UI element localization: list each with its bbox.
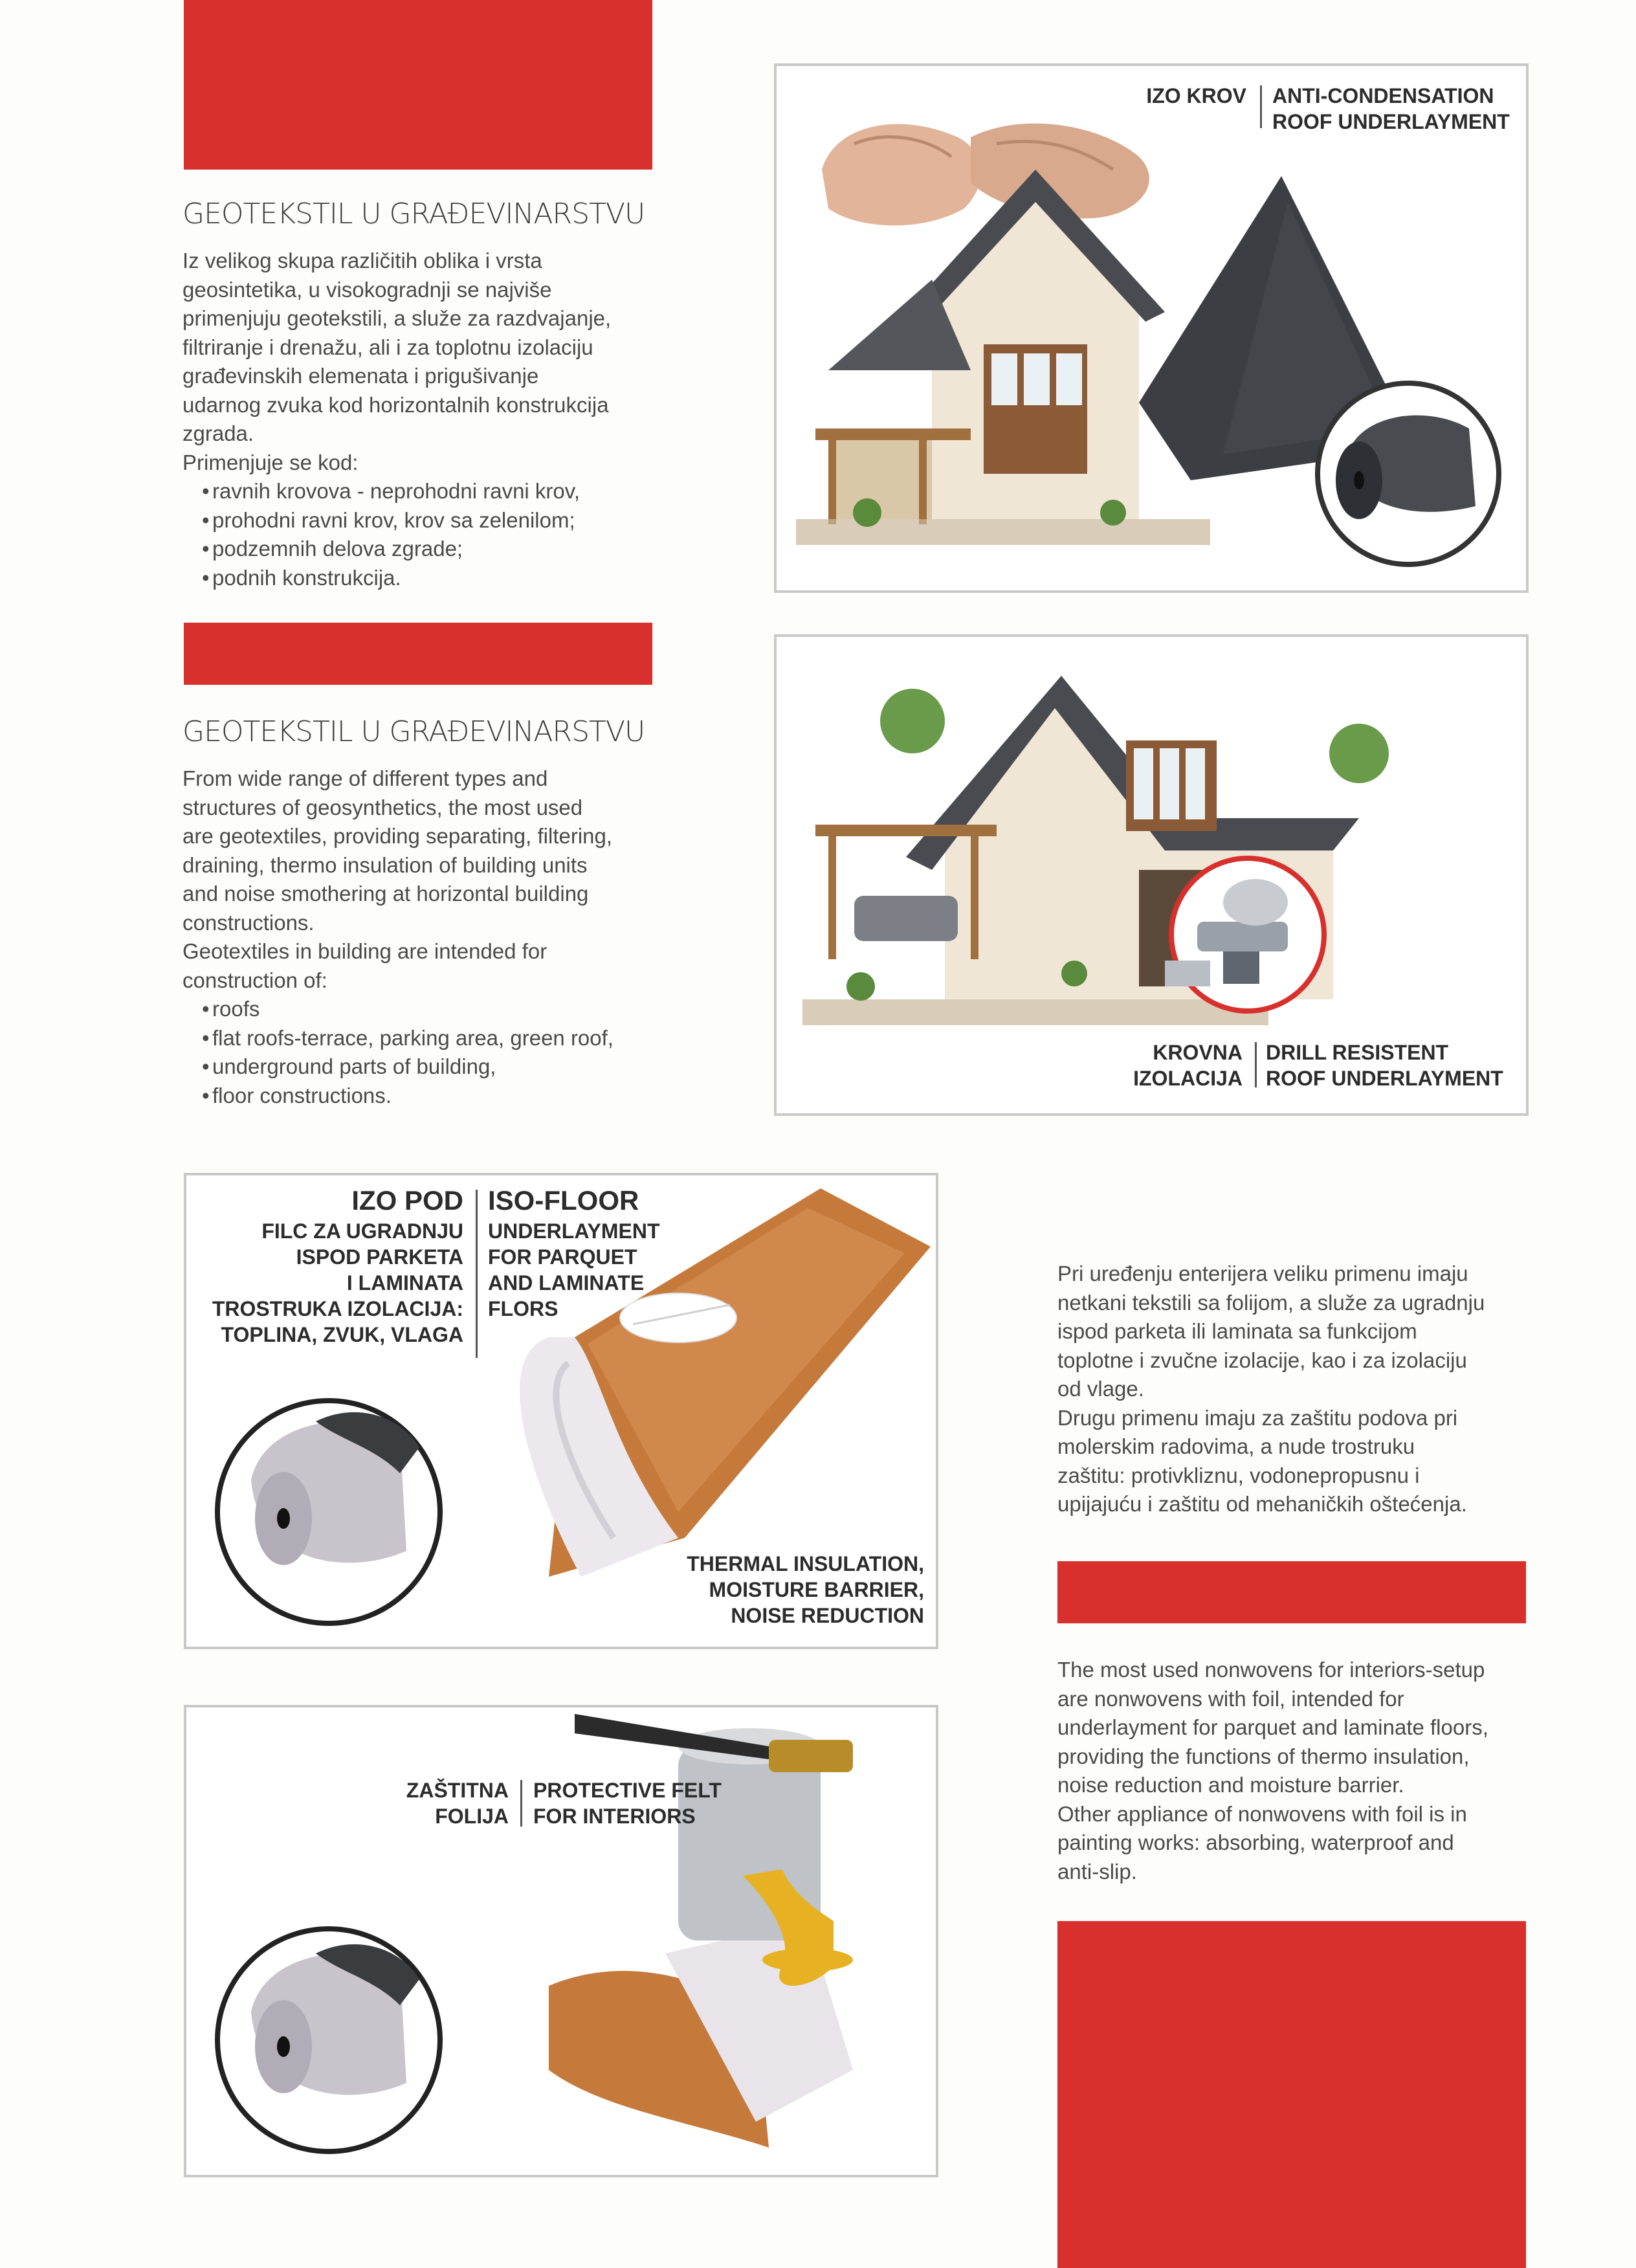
label-line: ROOF UNDERLAYMENT xyxy=(1272,110,1510,133)
label-line: ANTI-CONDENSATION xyxy=(1272,84,1494,107)
text-line: and noise smothering at horizontal building xyxy=(182,882,589,906)
text-line: udarnog zvuka kod horizontalnih konstrukcija xyxy=(182,392,609,417)
text-line: filtriranje i drenažu, ali i za toplotnu izolaciju xyxy=(182,335,593,359)
label-line: ISPOD PARKETA xyxy=(296,1245,463,1269)
label-line: NOISE REDUCTION xyxy=(731,1604,924,1627)
text-line: structures of geosynthetics, the most used xyxy=(182,795,583,819)
protective-felt-panel xyxy=(184,1705,938,2177)
list-item: • underground parts of building, xyxy=(212,1052,674,1082)
label-line: FILC ZA UGRADNJU xyxy=(261,1219,463,1243)
protect-label-left xyxy=(406,1777,509,1829)
label-line: THERMAL INSULATION, xyxy=(687,1552,924,1575)
label-line: PROTECTIVE FELT xyxy=(533,1779,722,1802)
label-line: MOISTURE BARRIER, xyxy=(709,1578,924,1601)
text-line: netkani tekstili sa folijom, a služe za ugradnju xyxy=(1057,1290,1485,1315)
text-line: upijajuću i zaštitu od mehaničkih oštećenja. xyxy=(1057,1492,1467,1516)
label-line: I LAMINATA xyxy=(346,1271,463,1295)
felt-roll-icon xyxy=(217,1401,440,1623)
text-line: Other appliance of nonwovens with foil is in xyxy=(1057,1801,1467,1826)
text-line: geosintetika, u visokogradnji se najviše xyxy=(182,277,552,302)
text-line: anti-slip. xyxy=(1057,1859,1137,1884)
protect-label-right xyxy=(533,1777,722,1829)
label-divider xyxy=(520,1780,522,1827)
label-line: FOLIJA xyxy=(435,1805,509,1828)
label-line: FLORS xyxy=(488,1297,558,1320)
text-line: Drugu primenu imaju za zaštitu podova pri xyxy=(1057,1405,1458,1430)
text-line: primenjuju geotekstili, a služe za razdvajanje, xyxy=(182,306,612,330)
floor-text-left xyxy=(212,1218,463,1348)
text-line: toplotne i zvučne izolacije, kao i za izolaciju xyxy=(1057,1348,1467,1372)
floor-benefits xyxy=(687,1551,924,1629)
text-line: od vlage. xyxy=(1057,1377,1144,1401)
interior-text-english xyxy=(1057,1656,1549,1886)
list-item: • flat roofs-terrace, parking area, green roof, xyxy=(212,1024,674,1053)
text-line: constructions. xyxy=(182,910,315,935)
label-line: AND LAMINATE xyxy=(488,1271,645,1295)
label-divider xyxy=(1260,85,1262,128)
label-line: FOR INTERIORS xyxy=(533,1805,696,1828)
text-line: providing the functions of thermo insulation, xyxy=(1057,1744,1470,1768)
text-line: Pri uređenju enterijera veliku primenu imaju xyxy=(1057,1262,1468,1285)
red-block-mid-left xyxy=(184,623,652,685)
drill-label-right xyxy=(1266,1040,1503,1091)
section-text-serbian xyxy=(182,247,674,592)
text-line: are nonwovens with foil, intended for xyxy=(1057,1686,1404,1711)
list-item: • prohodni ravni krov, krov sa zelenilom; xyxy=(212,506,674,535)
label-line: KROVNA xyxy=(1153,1041,1243,1064)
list-item: • floor constructions. xyxy=(212,1082,674,1111)
floor-title-right: ISO-FLOOR xyxy=(488,1185,639,1216)
list-item: • podnih konstrukcija. xyxy=(212,564,674,593)
interior-text-serbian xyxy=(1057,1260,1549,1519)
text-line: From wide range of different types and xyxy=(182,766,548,790)
label-divider xyxy=(1255,1042,1257,1087)
drill-resistent-panel xyxy=(774,634,1529,1116)
text-line: underlayment for parquet and laminate floors, xyxy=(1057,1715,1488,1739)
text-line: draining, thermo insulation of building units xyxy=(182,852,588,877)
red-block-top-left xyxy=(184,0,652,170)
text-line: The most used nonwovens for interiors-setup xyxy=(1057,1658,1485,1682)
felt-roll-icon xyxy=(1318,383,1499,564)
label-line: ROOF UNDERLAYMENT xyxy=(1266,1067,1503,1090)
floor-text-right xyxy=(488,1218,660,1322)
section-heading-english: GEOTEKSTIL U GRAĐEVINARSTVU xyxy=(182,715,645,748)
section-text-english xyxy=(182,764,674,1110)
section-heading-serbian: GEOTEKSTIL U GRAĐEVINARSTVU xyxy=(182,197,645,230)
text-line: noise reduction and moisture barrier. xyxy=(1057,1773,1404,1797)
list-item: • roofs xyxy=(212,995,674,1024)
drill-label-left xyxy=(1133,1040,1243,1091)
label-line: FOR PARQUET xyxy=(488,1245,637,1269)
label-line: TOPLINA, ZVUK, VLAGA xyxy=(221,1323,463,1346)
floor-title-left: IZO POD xyxy=(351,1185,463,1216)
list-item: • ravnih krovova - neprohodni ravni krov, xyxy=(212,477,674,506)
list-item: • podzemnih delova zgrade; xyxy=(212,535,674,564)
roof-label-left: IZO KROV xyxy=(1146,84,1246,107)
label-line: UNDERLAYMENT xyxy=(488,1219,660,1243)
hands-icon xyxy=(822,124,1149,226)
text-line: Primenjuje se kod: xyxy=(182,450,359,474)
iso-floor-panel xyxy=(184,1173,938,1649)
red-block-mid-right xyxy=(1057,1561,1526,1623)
text-line: zgrada. xyxy=(182,421,254,445)
label-divider xyxy=(476,1190,478,1358)
text-line: Geotextiles in building are intended for xyxy=(182,939,547,963)
label-line: IZOLACIJA xyxy=(1133,1067,1243,1090)
text-line: molerskim radovima, a nude trostruku xyxy=(1057,1434,1415,1458)
house-icon xyxy=(796,170,1210,545)
text-line: construction of: xyxy=(182,968,327,992)
text-line: Iz velikog skupa različitih oblika i vrsta xyxy=(182,249,542,272)
bullet-list xyxy=(182,477,674,592)
roof-underlayment-panel xyxy=(774,63,1529,593)
text-line: are geotextiles, providing separating, filtering, xyxy=(182,824,613,848)
text-line: painting works: absorbing, waterproof and xyxy=(1057,1830,1454,1854)
red-block-bottom-right xyxy=(1057,1921,1526,2268)
label-line: ZAŠTITNA xyxy=(406,1779,509,1802)
roof-underlayment-illustration xyxy=(777,66,1526,590)
felt-roll-icon xyxy=(217,1929,440,2151)
bullet-list xyxy=(182,995,674,1110)
text-line: ispod parketa ili laminata sa funkcijom xyxy=(1057,1319,1417,1343)
label-line: TROSTRUKA IZOLACIJA: xyxy=(212,1297,463,1320)
roof-label-right xyxy=(1272,83,1510,135)
label-line: DRILL RESISTENT xyxy=(1266,1041,1449,1064)
text-line: građevinskih elemenata i prigušivanje xyxy=(182,364,539,388)
text-line: zaštitu: protivkliznu, vodonepropusnu i xyxy=(1057,1463,1420,1487)
